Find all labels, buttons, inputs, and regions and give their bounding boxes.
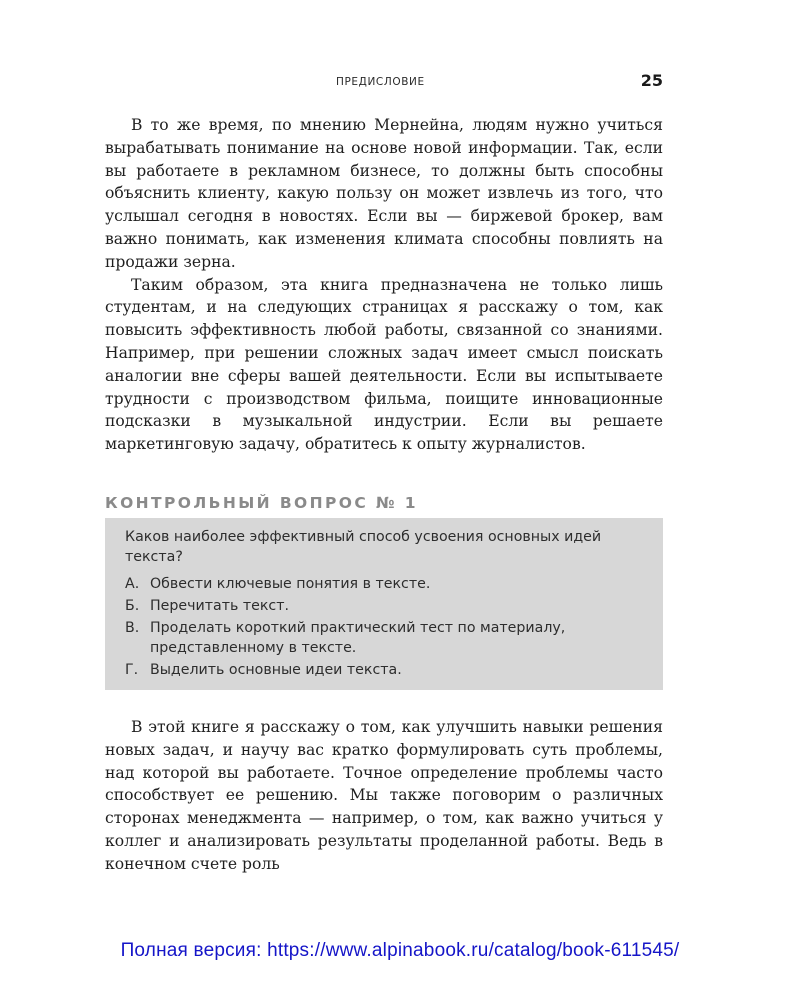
option-text: Обвести ключевые понятия в тексте. xyxy=(150,576,431,592)
body-text-top xyxy=(105,114,663,456)
quiz-option-b xyxy=(125,596,643,616)
paragraph: В этой книге я расскажу о том, как улучшить навыки решения новых задач, и научу вас кратко формулировать суть проблемы, над которой вы работаете. Точное определение проблемы часто способствует ее решению. Мы также поговорим о различных сторонах менеджмента — например, о том, как важно учиться у коллег и анализировать результаты проделанной работы. Ведь в конечном счете роль xyxy=(105,718,663,873)
paragraph: Таким образом, эта книга предназначена не только лишь студентам, и на следующих страницах я расскажу о том, как повысить эффективность любой работы, связанной со знаниями. Например, при решении сложных задач имеет смысл поискать аналогии вне сферы вашей деятельности. Если вы испытываете трудности с производством фильма, поищите инновационные подсказки в музыкальной индустрии. Если вы решаете маркетинговую задачу, обратитесь к опыту журналистов. xyxy=(105,275,663,454)
paragraph: В то же время, по мнению Мернейна, людям нужно учиться вырабатывать понимание на основе новой информации. Так, если вы работаете в рекламном бизнесе, то должны быть способны объяснить клиенту, какую пользу он может извлечь из того, что услышал сегодня в новостях. Если вы — биржевой брокер, вам важно понимать, как изменения климата способны повлиять на продажи зерна. xyxy=(105,116,663,271)
option-letter: В. xyxy=(125,620,140,636)
quiz-options xyxy=(125,574,643,680)
full-version-link[interactable]: Полная версия: https://www.alpinabook.ru/catalog/book-611545/ xyxy=(120,940,680,961)
body-text-bottom xyxy=(105,716,663,876)
quiz-option-v xyxy=(125,618,643,658)
quiz-option-a xyxy=(125,574,643,594)
quiz-option-g xyxy=(125,660,643,680)
quiz-heading: КОНТРОЛЬНЫЙ ВОПРОС № 1 xyxy=(105,494,418,512)
option-text: Перечитать текст. xyxy=(150,598,289,614)
running-header-title: ПРЕДИСЛОВИЕ xyxy=(336,76,425,88)
option-letter: Г. xyxy=(125,662,139,678)
option-letter: А. xyxy=(125,576,140,592)
option-text: Выделить основные идеи текста. xyxy=(150,662,402,678)
option-text: Проделать короткий практический тест по материалу, представленному в тексте. xyxy=(150,620,566,656)
quiz-question: Каков наиболее эффективный способ усвоения основных идей текста? xyxy=(125,529,602,565)
page-number: 25 xyxy=(640,71,663,90)
option-letter: Б. xyxy=(125,598,140,614)
quiz-box xyxy=(105,518,663,690)
